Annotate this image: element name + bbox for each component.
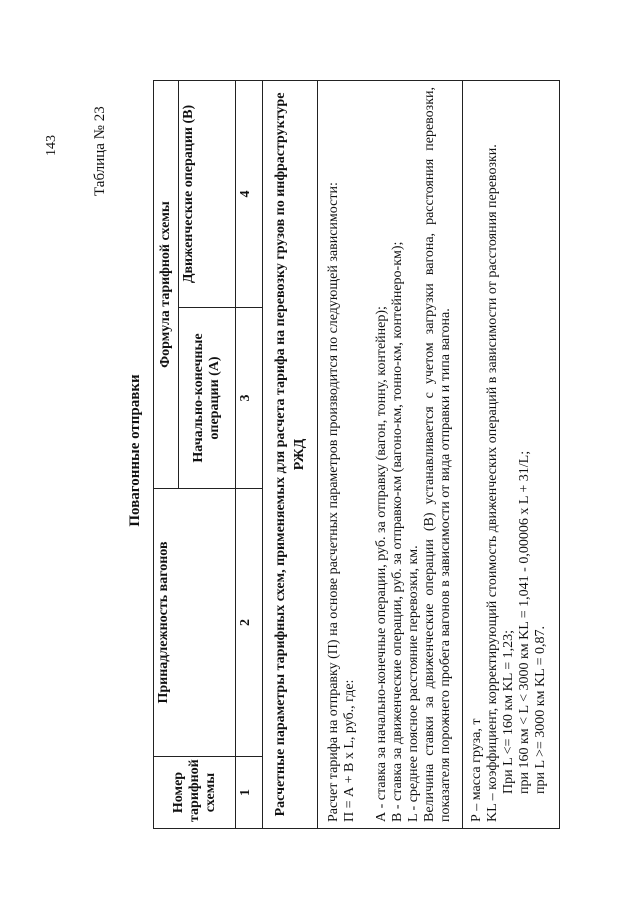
rate-note: Величина ставки за движенческие операции (В) устанавливается с учетом загрузки вагона, расстояния перевозки, показателя порожнего пробега вагонов в зависимости от вида отправки и типа вагона.: [422, 86, 453, 822]
definition-l: L - среднее поясное расстояние перевозки, км.: [406, 545, 421, 822]
header-wagon-ownership: Принадлежность вагонов: [154, 489, 236, 757]
coefficient-row: [463, 80, 560, 828]
table-number: Таблица № 23: [92, 106, 108, 196]
kl-case-2: при 160 км < L < 3000 км KL = 1,041 - 0,00006 x L + 31/L;: [517, 450, 532, 794]
header-formula-group: Формула тарифной схемы: [154, 80, 179, 488]
definition-b: В - ставка за движенческие операции, руб. за отправко-км (вагоно-км, тонно-км, контейнеро-км);: [390, 241, 405, 822]
definition-kl: KL – коэффициент, корректирующий стоимость движенческих операций в зависимости от расстояния перевозки.: [485, 144, 500, 822]
tariff-table: [153, 80, 560, 829]
kl-case-1: При L <= 160 км KL = 1,23;: [501, 629, 516, 794]
calculation-row: [318, 80, 463, 828]
calculation-description: [318, 80, 463, 828]
column-number: 1: [236, 757, 263, 829]
spacer: [358, 87, 374, 822]
header-initial-final-operations: Начально-конечные операции (А): [179, 308, 236, 489]
header-row: [154, 80, 179, 828]
numbering-row: [236, 80, 263, 828]
calculation-intro: Расчет тарифа на отправку (П) на основе расчетных параметров производится по следующей зависимости:: [326, 182, 341, 822]
header-scheme-number: Номер тарифной схемы: [154, 757, 236, 829]
definition-p: Р – масса груза, т: [469, 718, 484, 822]
section-title: Расчетные параметры тарифных схем, применяемых для расчета тарифа на перевозку грузов по инфраструктуре РЖД: [263, 80, 318, 828]
column-number: 4: [236, 80, 263, 307]
definition-a: А - ставка за начально-конечные операции, руб. за отправку (вагон, тонну, контейнер);: [374, 306, 389, 822]
coefficient-description: [463, 80, 560, 828]
header-movement-operations: Движенческие операции (В): [179, 80, 236, 307]
section-title-row: [263, 80, 318, 828]
column-number: 2: [236, 489, 263, 757]
page-number: 143: [44, 135, 59, 156]
page-title: Повагонные отправки: [127, 374, 143, 527]
tariff-formula: П = А + В x L, руб., где:: [342, 679, 357, 822]
kl-case-3: при L >= 3000 км KL = 0,87.: [533, 625, 548, 794]
column-number: 3: [236, 308, 263, 489]
